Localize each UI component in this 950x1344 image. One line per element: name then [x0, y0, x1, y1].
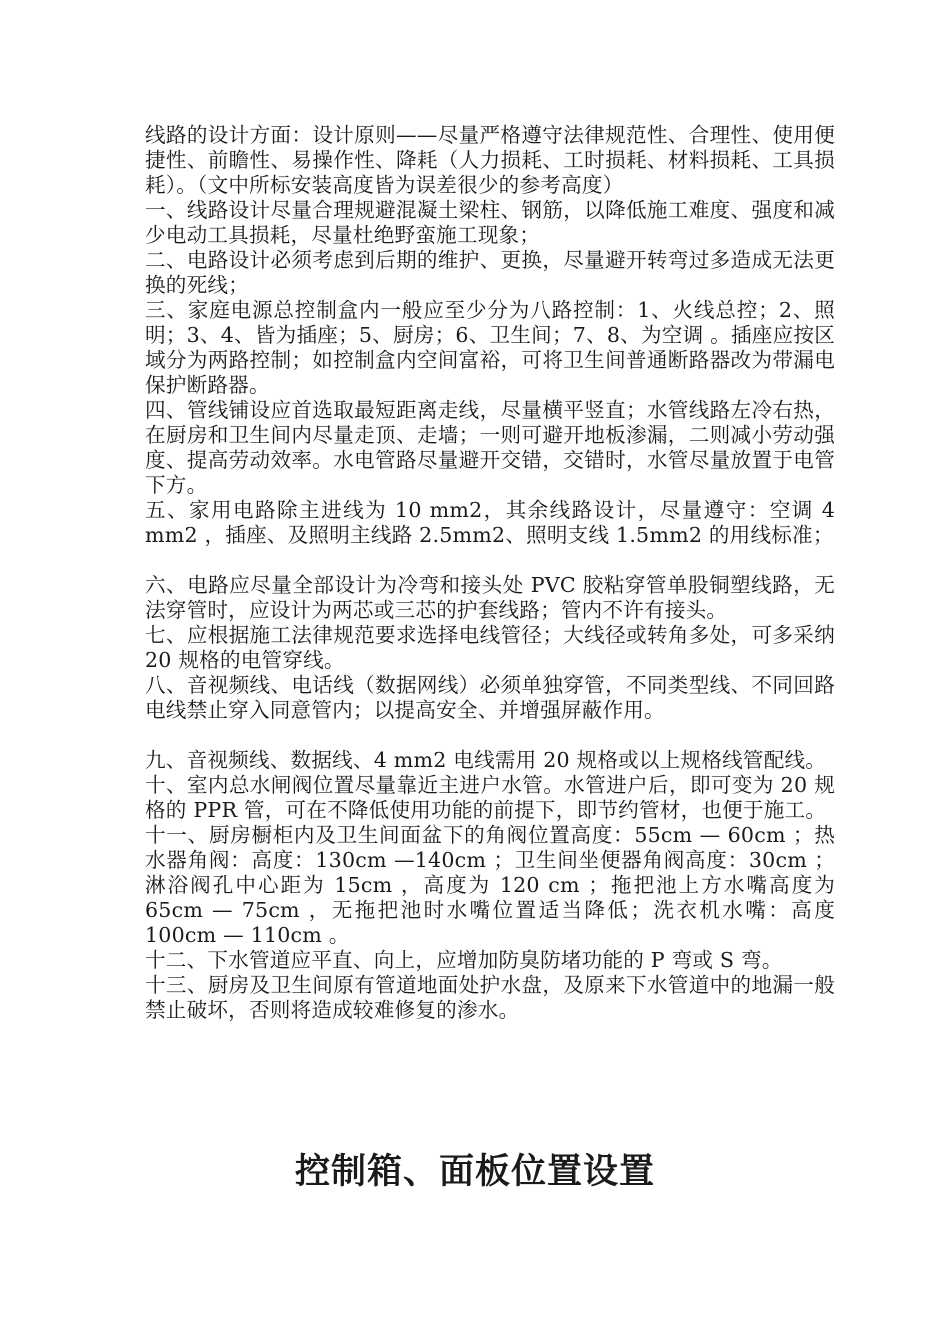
intro-paragraph: 线路的设计方面：设计原则——尽量严格遵守法律规范性、合理性、使用便捷性、前瞻性、易操作性、降耗（人力损耗、工时损耗、材料损耗、工具损耗）。（文中所标安装高度皆为误差很少的参考高度） [145, 123, 835, 197]
item-6-paragraph: 六、电路应尽量全部设计为冷弯和接头处 PVC 胶粘穿管单股铜塑线路，无法穿管时，应设计为两芯或三芯的护套线路；管内不许有接头。 [145, 573, 835, 622]
item-7-paragraph: 七、应根据施工法律规范要求选择电线管径；大线径或转角多处，可多采纳 20 规格的电管穿线。 [145, 623, 835, 672]
item-2-paragraph: 二、电路设计必须考虑到后期的维护、更换，尽量避开转弯过多造成无法更换的死线； [145, 248, 835, 297]
item-4-paragraph: 四、管线铺设应首选取最短距离走线，尽量横平竖直；水管线路左冷右热，在厨房和卫生间内尽量走顶、走墙；一则可避开地板渗漏，二则减小劳动强度、提高劳动效率。水电管路尽量避开交错，交错时，水管尽量放置于电管下方。 [145, 398, 835, 497]
item-11-paragraph: 十一、厨房橱柜内及卫生间面盆下的角阀位置高度：55cm — 60cm ；热水器角阀：高度：130cm —140cm ；卫生间坐便器角阀高度：30cm ；淋浴阀孔中心距为 15cm ，高度为 120 cm ；拖把池上方水嘴高度为 65cm — 75cm ，无拖把池时水嘴位置适当降低；洗衣机水嘴：高度 100cm — 110cm 。 [145, 823, 835, 947]
item-9-paragraph: 九、音视频线、数据线、4 mm2 电线需用 20 规格或以上规格线管配线。 [145, 748, 827, 772]
document-body [145, 123, 835, 1023]
item-3-paragraph: 三、家庭电源总控制盒内一般应至少分为八路控制：1、火线总控；2、照明；3、4、皆为插座；5、厨房；6、卫生间；7、8、为空调 。插座应按区域分为两路控制；如控制盒内空间富裕，可将卫生间普通断路器改为带漏电保护断路器。 [145, 298, 835, 397]
item-5-paragraph: 五、家用电路除主进线为 10 mm2，其余线路设计，尽量遵守：空调 4 mm2 ，插座、及照明主线路 2.5mm2、照明支线 1.5mm2 的用线标准； [145, 498, 835, 547]
item-12-paragraph: 十二、下水管道应平直、向上，应增加防臭防堵功能的 P 弯或 S 弯。 [145, 948, 783, 972]
blank-line [145, 723, 835, 748]
item-1-paragraph: 一、线路设计尽量合理规避混凝土梁柱、钢筋，以降低施工难度、强度和减少电动工具损耗，尽量杜绝野蛮施工现象； [145, 198, 835, 247]
blank-line [145, 548, 835, 573]
item-10-paragraph: 十、室内总水闸阀位置尽量靠近主进户水管。水管进户后，即可变为 20 规格的 PPR 管，可在不降低使用功能的前提下，即节约管材，也便于施工。 [145, 773, 835, 822]
section-heading: 控制箱、面板位置设置 [294, 1152, 655, 1192]
item-13-paragraph: 十三、厨房及卫生间原有管道地面处护水盘，及原来下水管道中的地漏一般禁止破坏，否则将造成较难修复的渗水。 [145, 973, 835, 1022]
item-8-paragraph: 八、音视频线、电话线（数据网线）必须单独穿管，不同类型线、不同回路电线禁止穿入同意管内；以提高安全、并增强屏蔽作用。 [145, 673, 835, 722]
